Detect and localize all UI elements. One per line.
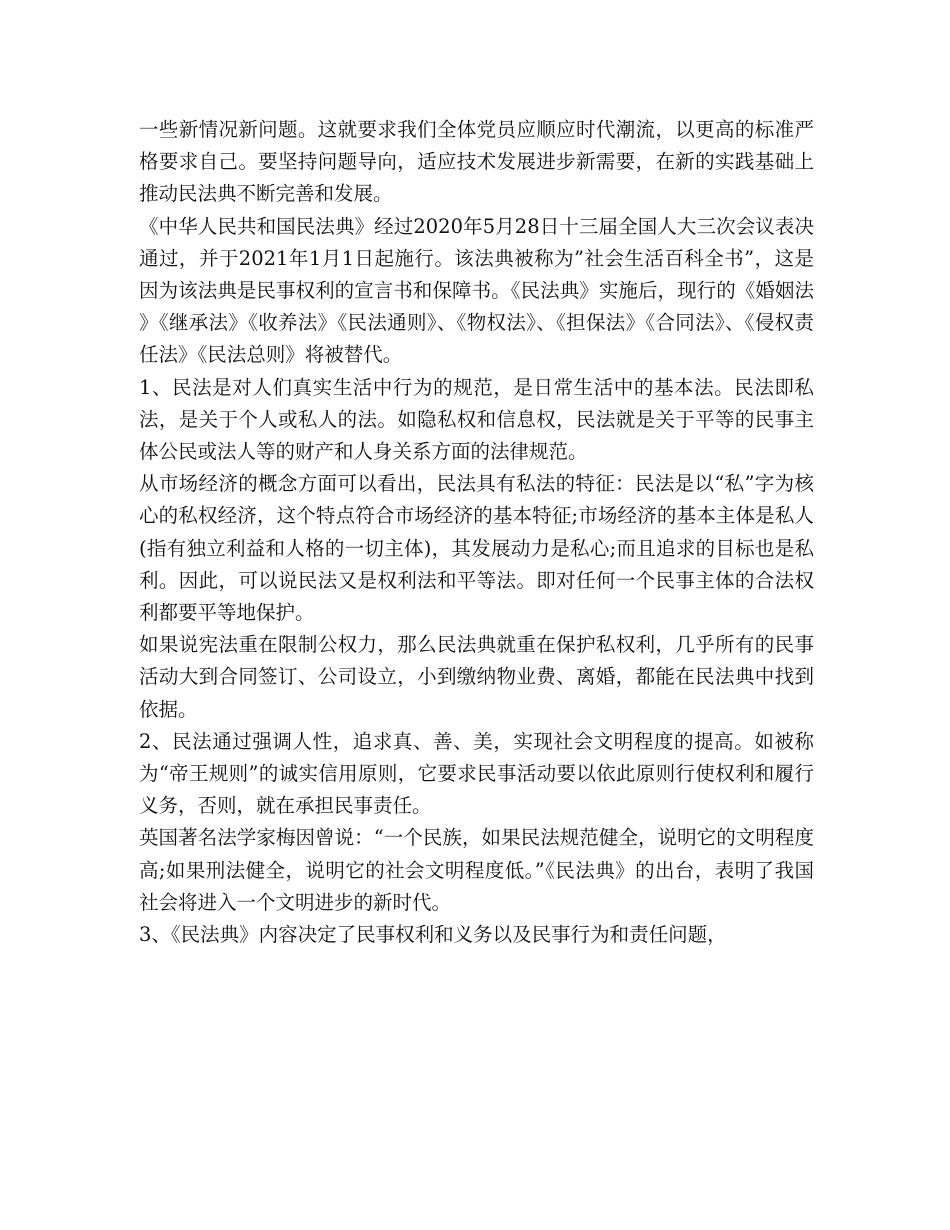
- paragraph-6: 2、民法通过强调人性，追求真、善、美，实现社会文明程度的提高。如被称为“帝王规则”的诚实信用原则，它要求民事活动要以依此原则行使权利和履行义务，否则，就在承担民事责任。: [139, 729, 814, 818]
- paragraph-7: 英国著名法学家梅因曾说：“一个民族，如果民法规范健全，说明它的文明程度高;如果刑法健全，说明它的社会文明程度低。”《民法典》的出台，表明了我国社会将进入一个文明进步的新时代。: [139, 826, 814, 914]
- paragraph-2: 《中华人民共和国民法典》经过2020年5月28日十三届全国人大三次会议表决通过，并于2021年1月1日起施行。该法典被称为”社会生活百科全书”，这是因为该法典是民事权利的宣言书和保障书。《民法典》实施后，现行的《婚姻法》《继承法》《收养法》《民法通则》、《物权法》、《担保法》《合同法》、《侵权责任法》《民法总则》将被替代。: [139, 214, 814, 367]
- paragraph-8: 3、《民法典》内容决定了民事权利和义务以及民事行为和责任问题，: [139, 923, 727, 947]
- document-body: [139, 114, 814, 951]
- paragraph-4: 从市场经济的概念方面可以看出，民法具有私法的特征：民法是以“私”字为核心的私权经济，这个特点符合市场经济的基本特征;市场经济的基本主体是私人(指有独立利益和人格的一切主体)，其发展动力是私心;而且追求的目标也是私利。因此，可以说民法又是权利法和平等法。即对任何一个民事主体的合法权利都要平等地保护。: [139, 472, 814, 625]
- paragraph-5: 如果说宪法重在限制公权力，那么民法典就重在保护私权利，几乎所有的民事活动大到合同签订、公司设立，小到缴纳物业费、离婚，都能在民法典中找到依据。: [139, 633, 814, 721]
- paragraph-1: 一些新情况新问题。这就要求我们全体党员应顺应时代潮流，以更高的标准严格要求自己。要坚持问题导向，适应技术发展进步新需要，在新的实践基础上推动民法典不断完善和发展。: [139, 118, 814, 206]
- paragraph-3: 1、民法是对人们真实生活中行为的规范，是日常生活中的基本法。民法即私法，是关于个人或私人的法。如隐私权和信息权，民法就是关于平等的民事主体公民或法人等的财产和人身关系方面的法律规范。: [139, 375, 814, 464]
